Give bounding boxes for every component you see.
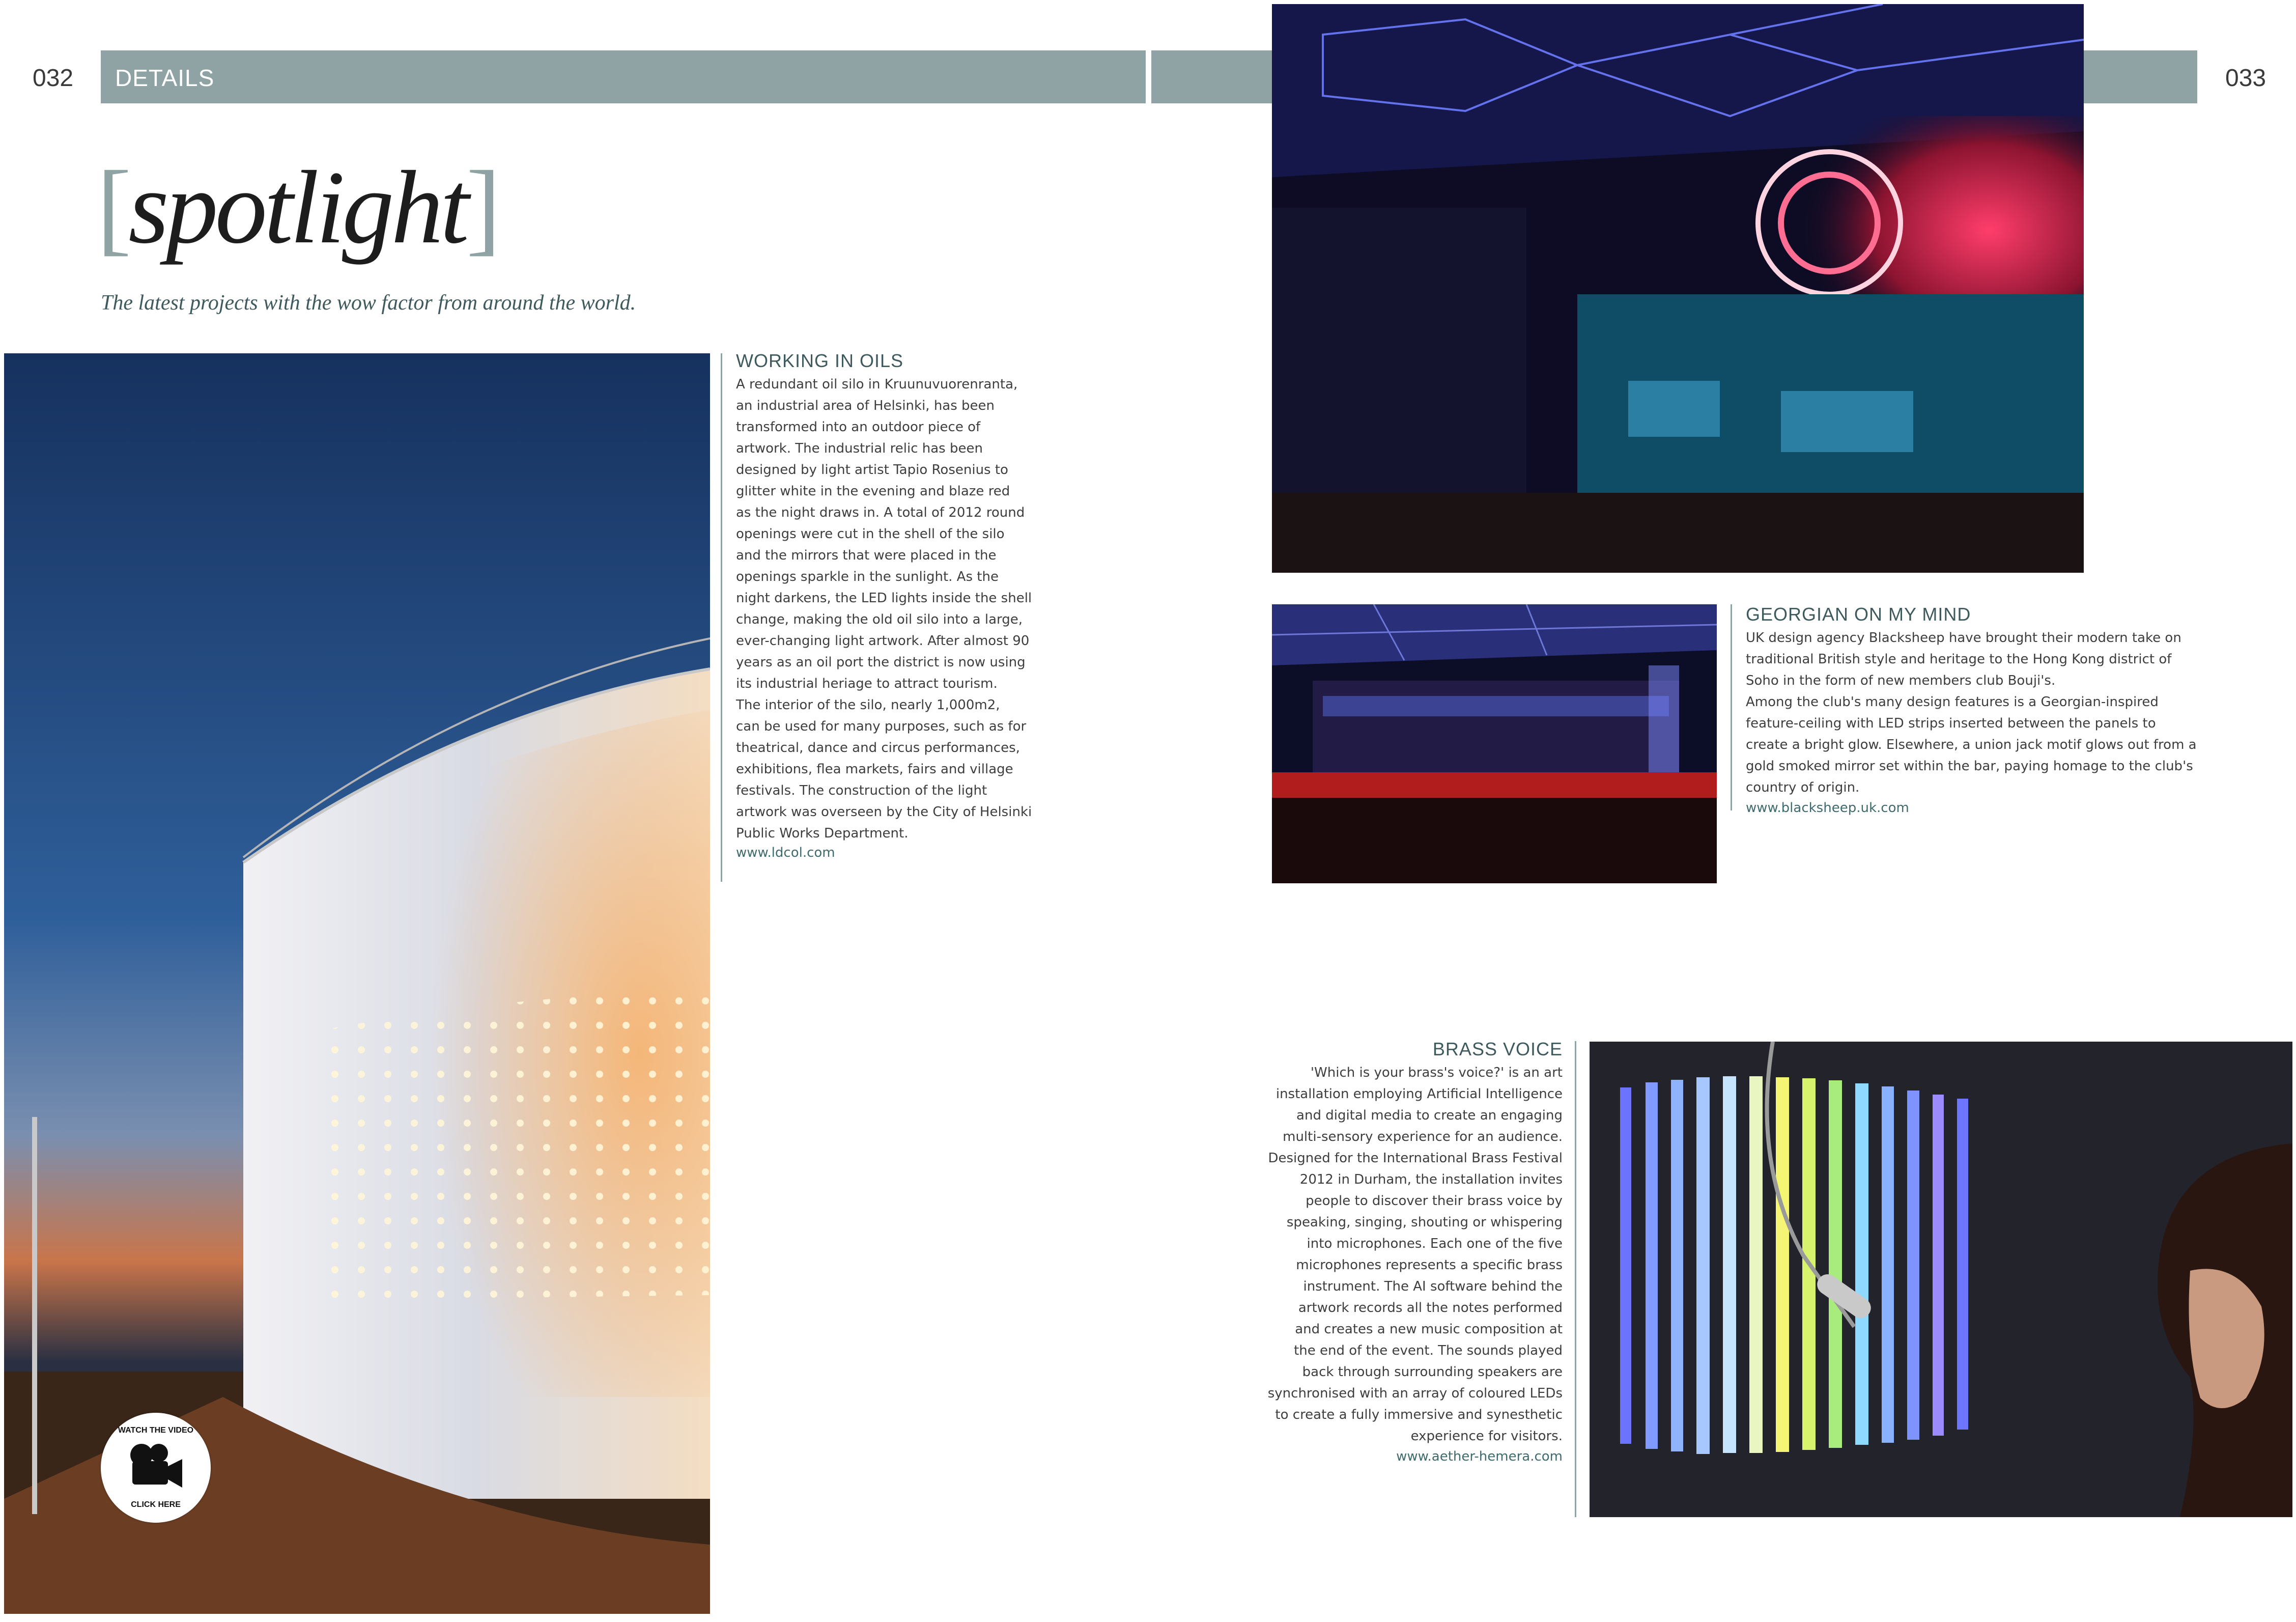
feature-title: [spotlight] (97, 150, 498, 265)
georgian-link[interactable]: www.blacksheep.uk.com (1746, 800, 1909, 816)
brass-title: BRASS VOICE (1432, 1039, 1563, 1059)
oils-body: A redundant oil silo in Kruunuvuorenranta, an industrial area of Helsinki, has been transformed into an outdoor piece of artwork. The industrial relic has been designed by light artist Tapio Rosenius to glitter white in the evening and blaze red as the night draws in. A total of 2012 round openings were cut in the shell of the silo and the mirrors that were placed in the openings sparkle in the sunlight. As the night darkens, the LED lights inside the shell change, making the old oil silo into a large, ever-changing light artwork. After almost 90 years as an oil port the district is now using its industrial heriage to attract tourism. The interior of the silo, nearly 1,000m2, can be used for many purposes, such as for theatrical, dance and circus performances, exhibitions, flea markets, fairs and village festivals. The construction of the light artwork was overseen by the City of Helsinki Public Works Department. (736, 377, 1032, 841)
video-camera-icon (125, 1441, 186, 1492)
silo-photo (4, 353, 710, 1614)
feature-subtitle: The latest projects with the wow factor from around the world. (101, 291, 636, 315)
badge-top-text: WATCH THE VIDEO (118, 1426, 194, 1435)
bar-photo (1272, 604, 1717, 883)
oils-link[interactable]: www.ldcol.com (736, 845, 835, 860)
georgian-title: GEORGIAN ON MY MIND (1746, 604, 1971, 625)
oils-title: WORKING IN OILS (736, 350, 904, 371)
georgian-rule (1731, 604, 1732, 810)
oils-rule (721, 353, 722, 882)
lounge-photo (1272, 4, 2084, 573)
brass-rule (1575, 1041, 1576, 1517)
brass-body: 'Which is your brass's voice?' is an art installation employing Artificial Intelligence and digital media to create an engaging multi-sensory experience for an audience. Designed for the International Brass Festival 2012 in Durham, the installation invites people to discover their brass voice by speaking, singing, shouting or whispering into microphones. Each one of the five microphones represents a specific brass instrument. The AI software behind the artwork records all the notes performed and creates a new music composition at the end of the event. The sounds played back through surrounding speakers are synchronised with an array of coloured LEDs to create a fully immersive and synesthetic experience for visitors. (1267, 1065, 1563, 1444)
page-number-left: 032 (33, 65, 74, 92)
page-number-right: 033 (2225, 65, 2266, 92)
badge-bottom-text: CLICK HERE (131, 1500, 181, 1509)
watch-video-badge[interactable] (101, 1413, 211, 1523)
georgian-body: UK design agency Blacksheep have brought their modern take on traditional British style and heritage to the Hong Kong district of Soho in the form of new members club Bouji's. Among the club's many design features is a Georgian-inspired feature-ceiling with LED strips inserted between the panels to create a bright glow. Elsewhere, a union jack motif glows out from a gold smoked mirror set within the bar, paying homage to the club's country of origin. (1746, 630, 2197, 795)
brass-link[interactable]: www.aether-hemera.com (1396, 1449, 1563, 1464)
brass-photo (1590, 1042, 2292, 1517)
section-label: DETAILS (115, 65, 215, 91)
header-bar-left (101, 50, 1146, 103)
